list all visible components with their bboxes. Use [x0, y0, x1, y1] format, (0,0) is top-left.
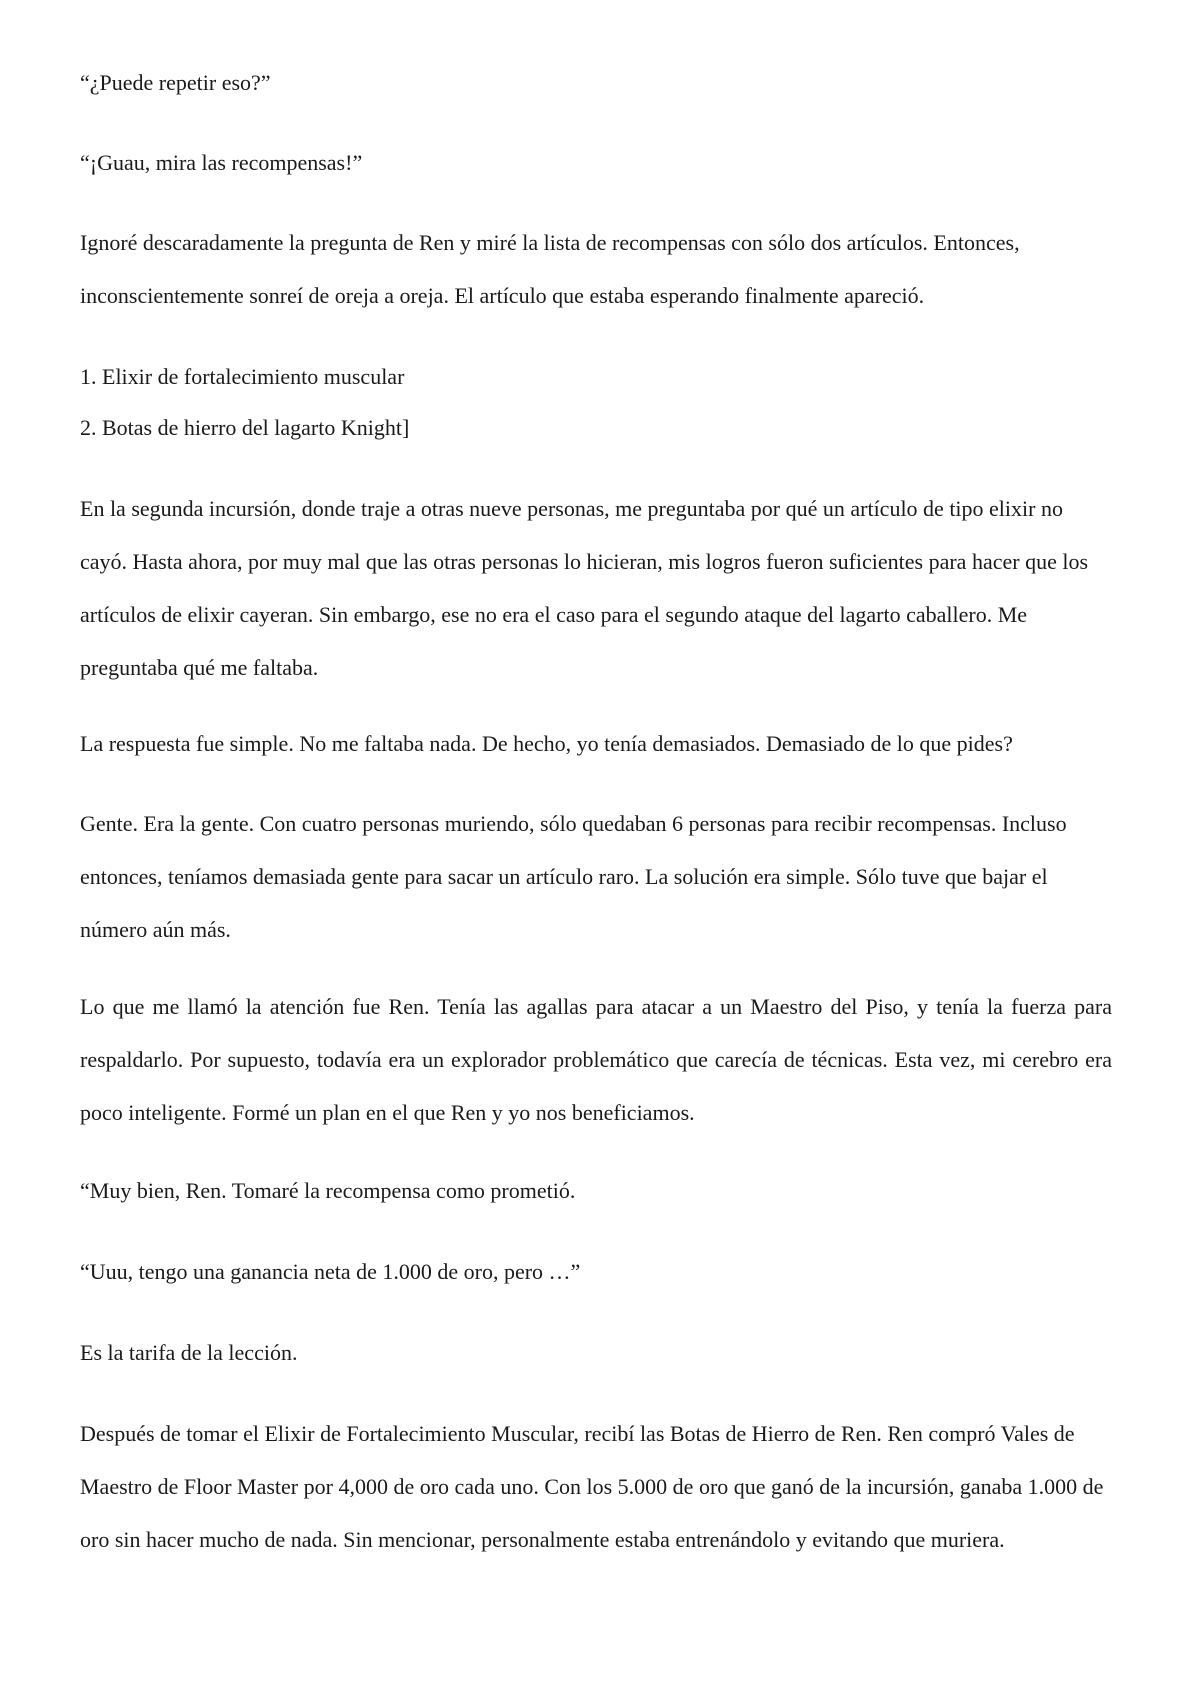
paragraph-dialogue-1: “¿Puede repetir eso?” — [80, 70, 271, 95]
paragraph-dialogue-3: “Muy bien, Ren. Tomaré la recompensa como prometió. — [80, 1178, 576, 1203]
paragraph-closing: Después de tomar el Elixir de Fortalecimiento Muscular, recibí las Botas de Hierro de Ren. Ren compró Vales de Maestro de Floor Master por 4,000 de oro cada uno. Con los 5.000 de oro que ganó de la incursión, ganaba 1.000 de oro sin hacer mucho de nada. Sin mencionar, personalmente estaba entrenándolo y evitando que muriera. — [80, 1421, 1104, 1552]
paragraph-answer: La respuesta fue simple. No me faltaba nada. De hecho, yo tenía demasiados. Demasiado de lo que pides? — [80, 731, 1013, 756]
paragraph-lesson-fee: Es la tarifa de la lección. — [80, 1340, 298, 1365]
paragraph-dialogue-2: “¡Guau, mira las recompensas!” — [80, 150, 363, 175]
list-item-1: 1. Elixir de fortalecimiento muscular — [80, 364, 405, 389]
paragraph-rewards-intro: Ignoré descaradamente la pregunta de Ren y miré la lista de recompensas con sólo dos artículos. Entonces, inconscientemente sonreí de oreja a oreja. El artículo que estaba esperando finalmente apareció. — [80, 230, 1020, 308]
paragraph-second-raid: En la segunda incursión, donde traje a otras nueve personas, me preguntaba por qué un artículo de tipo elixir no cayó. Hasta ahora, por muy mal que las otras personas lo hicieran, mis logros fueron suficientes para hacer que los artículos de elixir cayeran. Sin embargo, ese no era el caso para el segundo ataque del lagarto caballero. Me preguntaba qué me faltaba. — [80, 496, 1089, 680]
list-item-2: 2. Botas de hierro del lagarto Knight] — [80, 415, 410, 440]
paragraph-people: Gente. Era la gente. Con cuatro personas muriendo, sólo quedaban 6 personas para recibir recompensas. Incluso entonces, teníamos demasiada gente para sacar un artículo raro. La solución era simple. Sólo tuve que bajar el número aún más. — [80, 811, 1067, 942]
paragraph-ren: Lo que me llamó la atención fue Ren. Tenía las agallas para atacar a un Maestro del Piso, y tenía la fuerza para respaldarlo. Por supuesto, todavía era un explorador problemático que carecía de técnicas. Esta vez, mi cerebro era poco inteligente. Formé un plan en el que Ren y yo nos beneficiamos. — [80, 994, 1112, 1125]
paragraph-dialogue-4: “Uuu, tengo una ganancia neta de 1.000 de oro, pero …” — [80, 1259, 581, 1284]
